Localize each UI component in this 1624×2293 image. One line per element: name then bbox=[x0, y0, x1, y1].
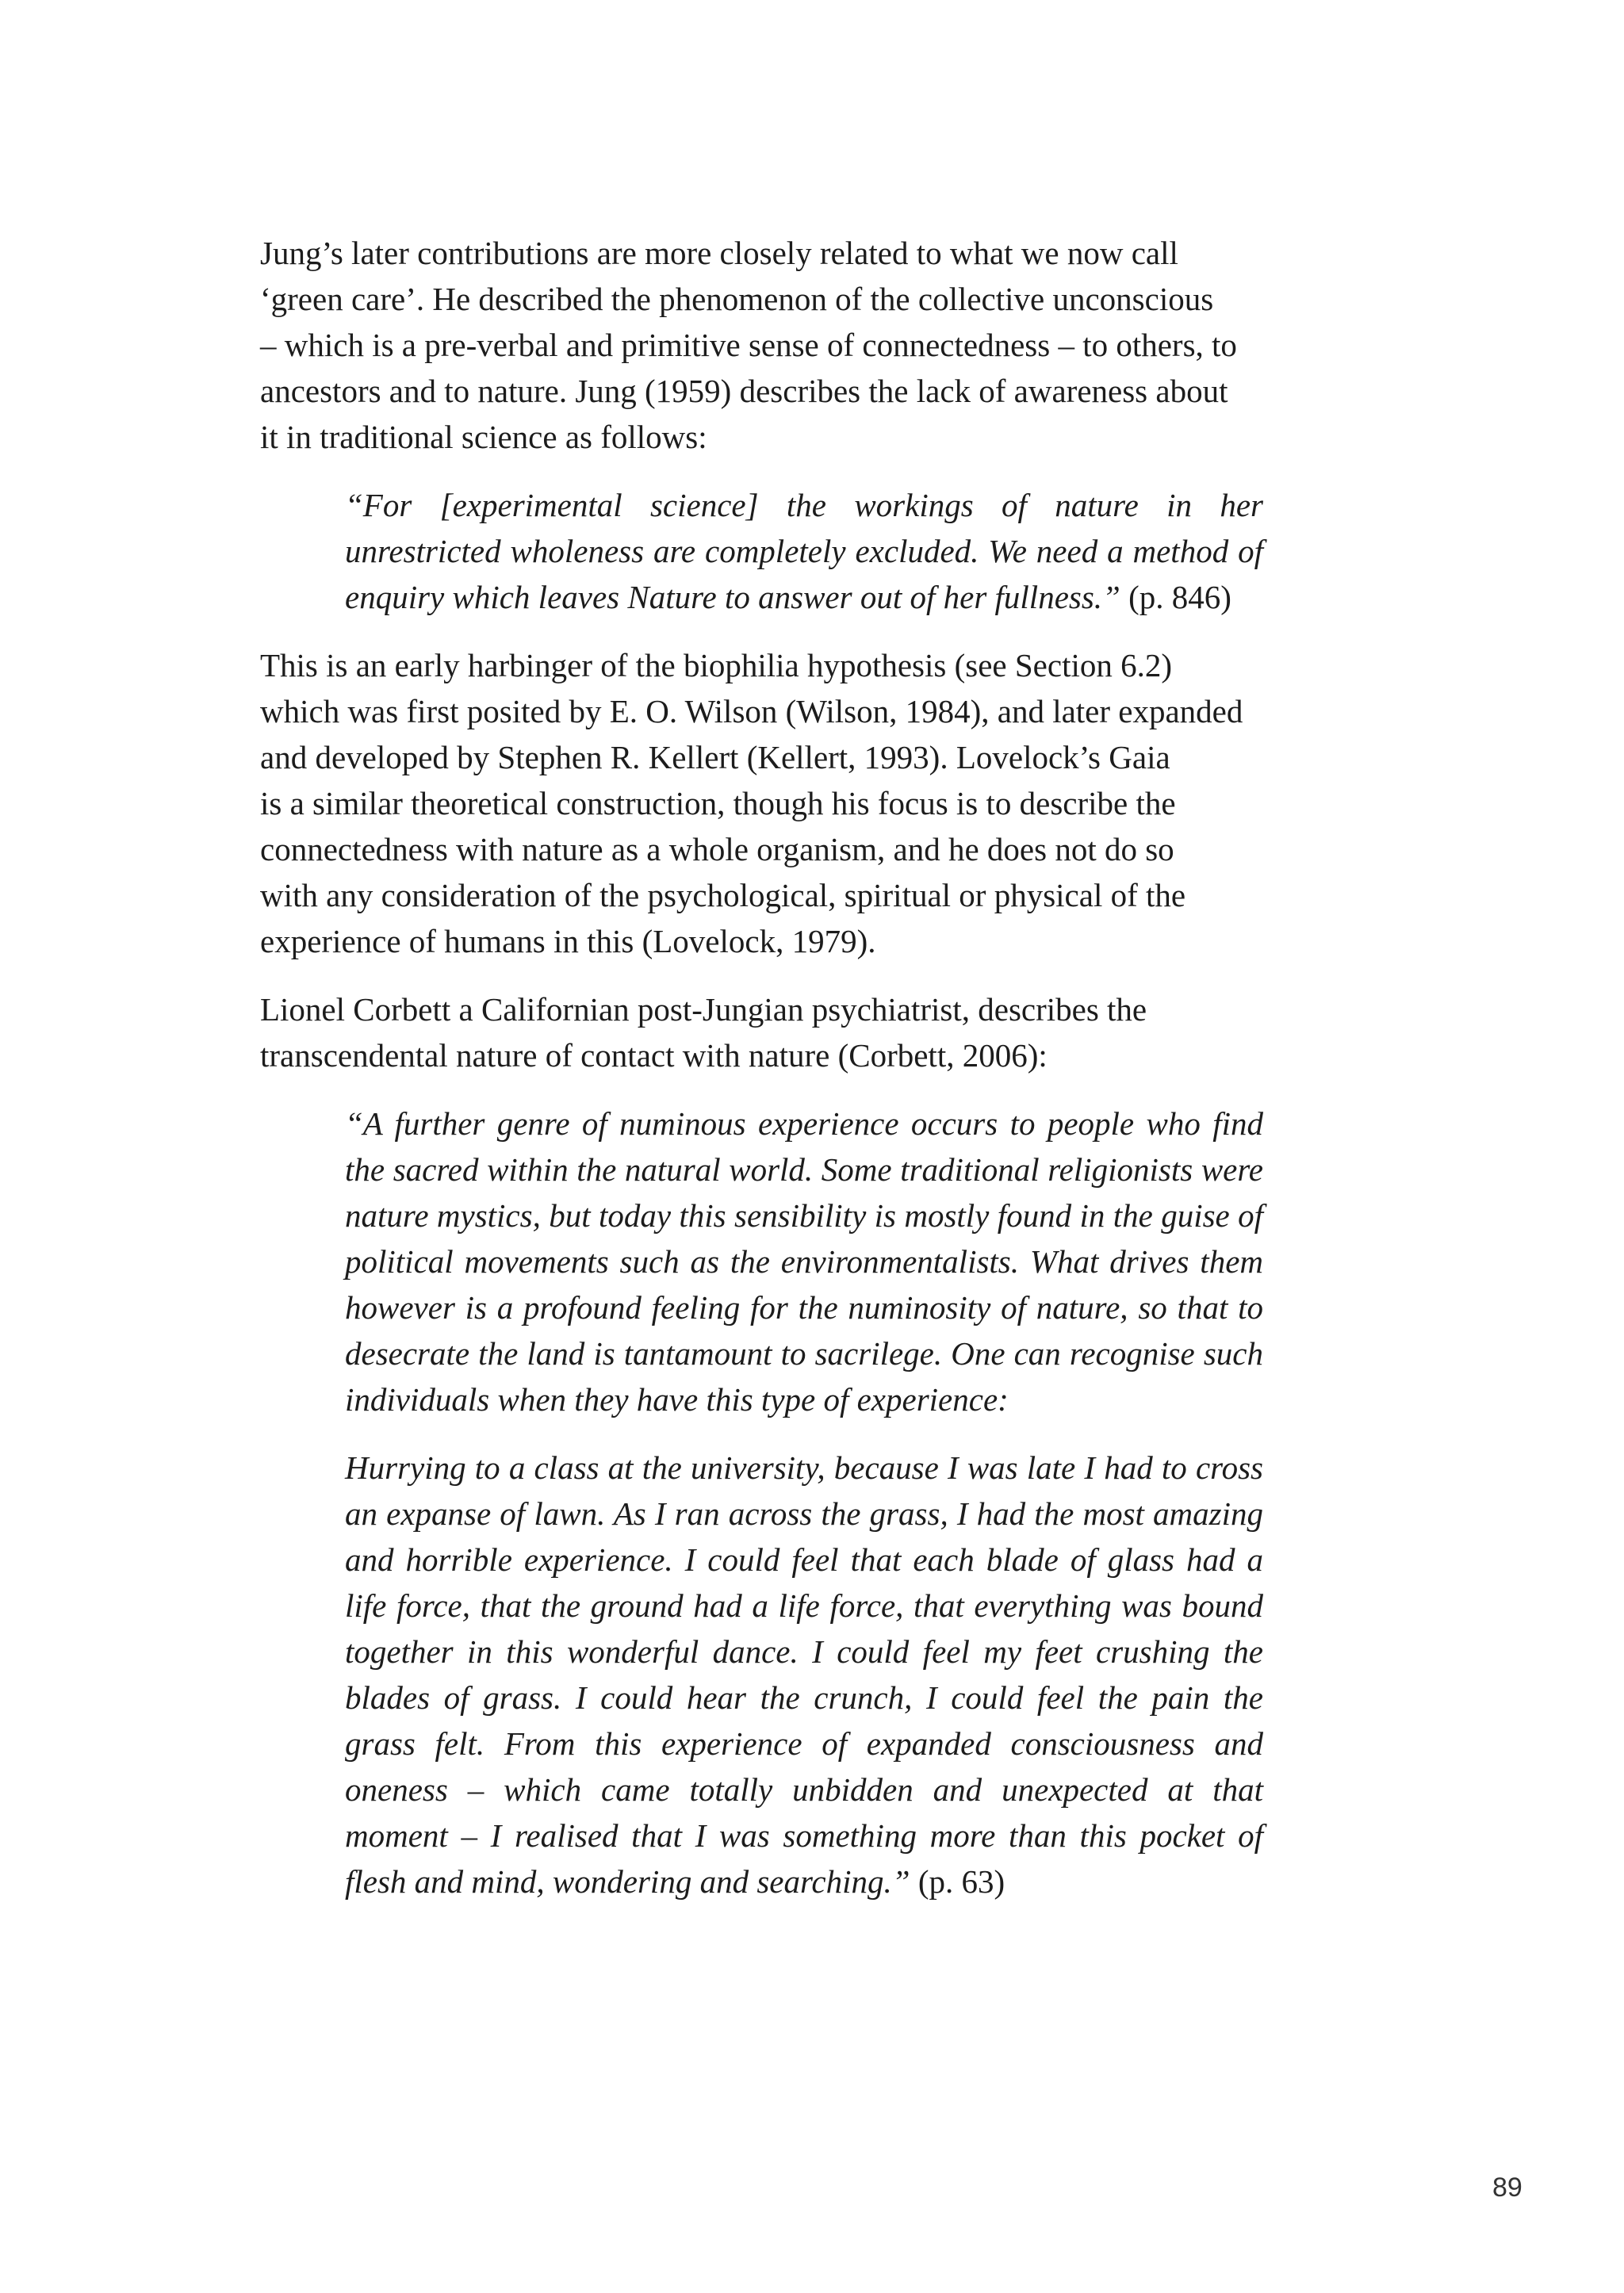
text-line: ancestors and to nature. Jung (1959) describes the lack of awareness about bbox=[260, 373, 1228, 409]
text-line: it in traditional science as follows: bbox=[260, 419, 707, 455]
block-quote-corbett bbox=[345, 1101, 1263, 1904]
text-line: This is an early harbinger of the biophilia hypothesis (see Section 6.2) bbox=[260, 647, 1173, 683]
text-line: and developed by Stephen R. Kellert (Kellert, 1993). Lovelock’s Gaia bbox=[260, 739, 1170, 775]
text-line: ‘green care’. He described the phenomenon of the collective unconscious bbox=[260, 281, 1214, 317]
quote-citation: (p. 63) bbox=[910, 1863, 1005, 1900]
paragraph-biophilia bbox=[260, 642, 1386, 964]
page-body bbox=[260, 230, 1386, 1927]
paragraph-jung-contributions bbox=[260, 230, 1386, 460]
text-line: – which is a pre-verbal and primitive sense of connectedness – to others, to bbox=[260, 327, 1237, 363]
quote-text: “For [experimental science] the workings of nature in her unrestricted wholeness are completely excluded. We need a method of enquiry which leaves Nature to answer out of her fullness.” bbox=[345, 487, 1263, 615]
text-line: which was first posited by E. O. Wilson (Wilson, 1984), and later expanded bbox=[260, 693, 1243, 729]
quote-paragraph: “A further genre of numinous experience occurs to people who find the sacred within the natural world. Some traditional religionists were nature mystics, but today this sensibility is mostly found in the guise of political movements such as the environmentalists. What drives them however is a profound feeling for the numinosity of nature, so that to desecrate the land is tantamount to sacrilege. One can recognise such individuals when they have this type of experience: bbox=[345, 1105, 1263, 1418]
quote-paragraph bbox=[345, 482, 1263, 620]
quote-citation: (p. 846) bbox=[1120, 579, 1231, 615]
text-line: Jung’s later contributions are more closely related to what we now call bbox=[260, 235, 1178, 271]
text-line: with any consideration of the psychological, spiritual or physical of the bbox=[260, 877, 1186, 913]
text-line: is a similar theoretical construction, though his focus is to describe the bbox=[260, 785, 1176, 821]
text-line: transcendental nature of contact with nature (Corbett, 2006): bbox=[260, 1037, 1048, 1074]
block-quote-jung bbox=[345, 482, 1263, 620]
paragraph-corbett bbox=[260, 986, 1386, 1078]
quote-paragraph bbox=[345, 1445, 1263, 1904]
page-number: 89 bbox=[1492, 2172, 1522, 2203]
text-line: connectedness with nature as a whole organism, and he does not do so bbox=[260, 831, 1174, 867]
text-line: experience of humans in this (Lovelock, 1979). bbox=[260, 923, 876, 959]
quote-text: Hurrying to a class at the university, because I was late I had to cross an expanse of lawn. As I ran across the grass, I had the most amazing and horrible experience. I could feel that each blade of glass had a life force, that the ground had a life force, that everything was bound together in this wonderful dance. I could feel my feet crushing the blades of grass. I could hear the crunch, I could feel the pain the grass felt. From this experience of expanded consciousness and oneness – which came totally unbidden and unexpected at that moment – I realised that I was something more than this pocket of flesh and mind, wondering and searching.” bbox=[345, 1449, 1263, 1900]
text-line: Lionel Corbett a Californian post-Jungian psychiatrist, describes the bbox=[260, 991, 1147, 1028]
